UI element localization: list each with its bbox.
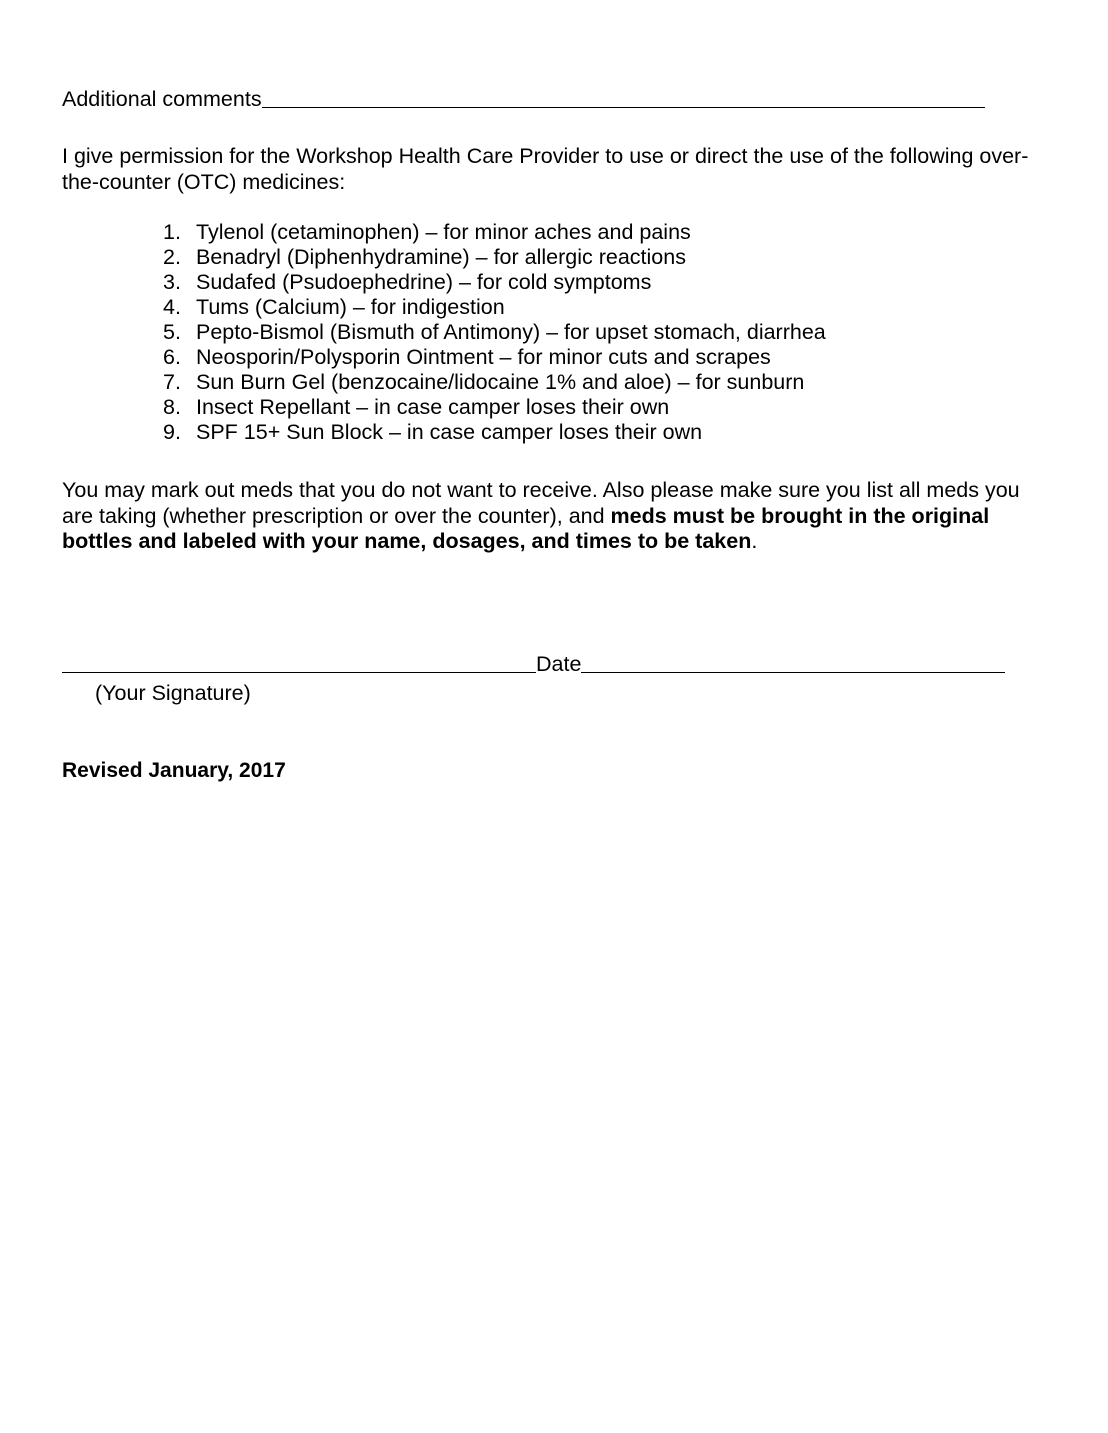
document-content: [62, 86, 1043, 783]
list-item: [62, 270, 1043, 295]
list-item-label: SPF 15+ Sun Block – in case camper loses their own: [196, 420, 703, 444]
list-item: [62, 320, 1043, 345]
signature-block: [62, 651, 1043, 706]
additional-comments-label: Additional comments: [62, 87, 262, 111]
date-label: Date: [536, 651, 582, 676]
instructions-paragraph: [62, 478, 1043, 555]
list-item: [62, 345, 1043, 370]
signature-fill-line[interactable]: [62, 672, 536, 673]
list-item-label: Pepto-Bismol (Bismuth of Antimony) – for upset stomach, diarrhea: [196, 320, 826, 344]
instructions-text-lead: You may mark out meds that you do not want to receive. Also please make sure you list all meds you are taking (whether prescription or over the counter), and: [62, 478, 1020, 528]
list-item-number: 2.: [163, 245, 181, 269]
otc-medicine-list: [62, 220, 1043, 445]
list-item-label: Benadryl (Diphenhydramine) – for allergic reactions: [196, 245, 686, 269]
list-item-number: 6.: [163, 345, 181, 369]
revised-date-footer: Revised January, 2017: [62, 758, 286, 782]
instructions-bold-emphasis: meds must be brought in the original bottles and labeled with your name, dosages, and times to be taken: [62, 503, 990, 553]
list-item-label: Tylenol (cetaminophen) – for minor aches and pains: [196, 220, 691, 244]
list-item: [62, 420, 1043, 445]
list-item-label: Tums (Calcium) – for indigestion: [196, 295, 505, 319]
date-fill-line[interactable]: [581, 672, 1005, 673]
list-item-label: Insect Repellant – in case camper loses their own: [196, 395, 670, 419]
permission-paragraph: I give permission for the Workshop Health Care Provider to use or direct the use of the following over-the-counter (OTC) medicines:: [62, 144, 1029, 194]
list-item: [62, 245, 1043, 270]
list-item-number: 1.: [163, 220, 181, 244]
additional-comments-fill-line[interactable]: [262, 107, 985, 108]
list-item-label: Sun Burn Gel (benzocaine/lidocaine 1% and aloe) – for sunburn: [196, 370, 805, 394]
additional-comments-row: [62, 86, 1043, 112]
list-item-number: 8.: [163, 395, 181, 419]
instructions-text-tail: .: [751, 529, 758, 553]
list-item-number: 7.: [163, 370, 181, 394]
list-item: [62, 295, 1043, 320]
list-item: [62, 395, 1043, 420]
list-item-label: Neosporin/Polysporin Ointment – for minor cuts and scrapes: [196, 345, 771, 369]
list-item: [62, 370, 1043, 395]
list-item: [62, 220, 1043, 245]
list-item-number: 5.: [163, 320, 181, 344]
list-item-number: 4.: [163, 295, 181, 319]
signature-caption: (Your Signature): [95, 680, 251, 705]
list-item-label: Sudafed (Psudoephedrine) – for cold symptoms: [196, 270, 652, 294]
signature-date-row: [62, 651, 1043, 677]
list-item-number: 9.: [163, 420, 181, 444]
list-item-number: 3.: [163, 270, 181, 294]
